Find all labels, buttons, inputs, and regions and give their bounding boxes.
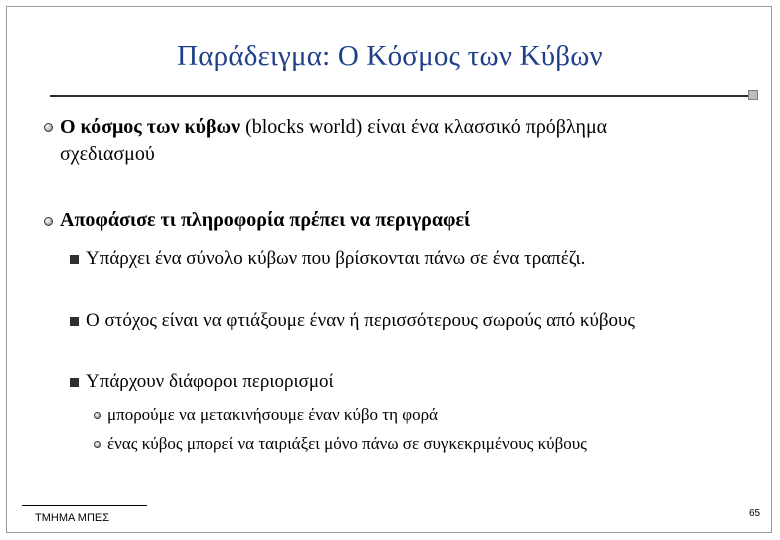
bullet-disc-icon [44,217,53,226]
square-bullet-icon [70,378,79,387]
bullet-disc-icon [94,441,101,448]
bullet-disc-icon [44,123,53,132]
title-rule-line [50,95,750,97]
square-bullet-icon [70,255,79,264]
sub-bullet-3-text: Υπάρχουν διάφοροι περιορισμοί [86,371,334,392]
bullet-1-bold: Ο κόσμος των κύβων [60,116,241,138]
sub-sub-bullet-1-text: μπορούμε να μετακινήσουμε έναν κύβο τη φορά [107,405,438,424]
bullet-2-bold: Αποφάσισε τι πληροφορία πρέπει να περιγραφεί [60,209,471,231]
sub-bullet-2-text: Ο στόχος είναι να φτιάξουμε έναν ή περισσότερους σωρούς από κύβους [86,310,635,331]
bullet-2-heading [60,207,470,234]
sub-bullet-1-text: Υπάρχει ένα σύνολο κύβων που βρίσκονται πάνω σε ένα τραπέζι. [86,248,586,269]
footer-department: ΤΜΗΜΑ ΜΠΕΣ [35,512,110,524]
page-number: 65 [749,508,761,519]
square-bullet-icon [70,317,79,326]
bullet-1-line-2: σχεδιασμού [60,143,155,165]
title-underline [50,90,758,101]
bullet-disc-icon [94,412,101,419]
sub-sub-bullet-2-text: ένας κύβος μπορεί να ταιριάξει μόνο πάνω σε συγκεκριμένους κύβους [107,434,587,453]
footer-rule [22,505,147,506]
slide-title: Παράδειγμα: Ο Κόσμος των Κύβων [177,40,603,72]
bullet-1-rest: (blocks world) είναι ένα κλασσικό πρόβλημα [240,116,608,138]
title-rule-square [748,90,758,100]
bullet-1-line-1 [60,114,607,141]
